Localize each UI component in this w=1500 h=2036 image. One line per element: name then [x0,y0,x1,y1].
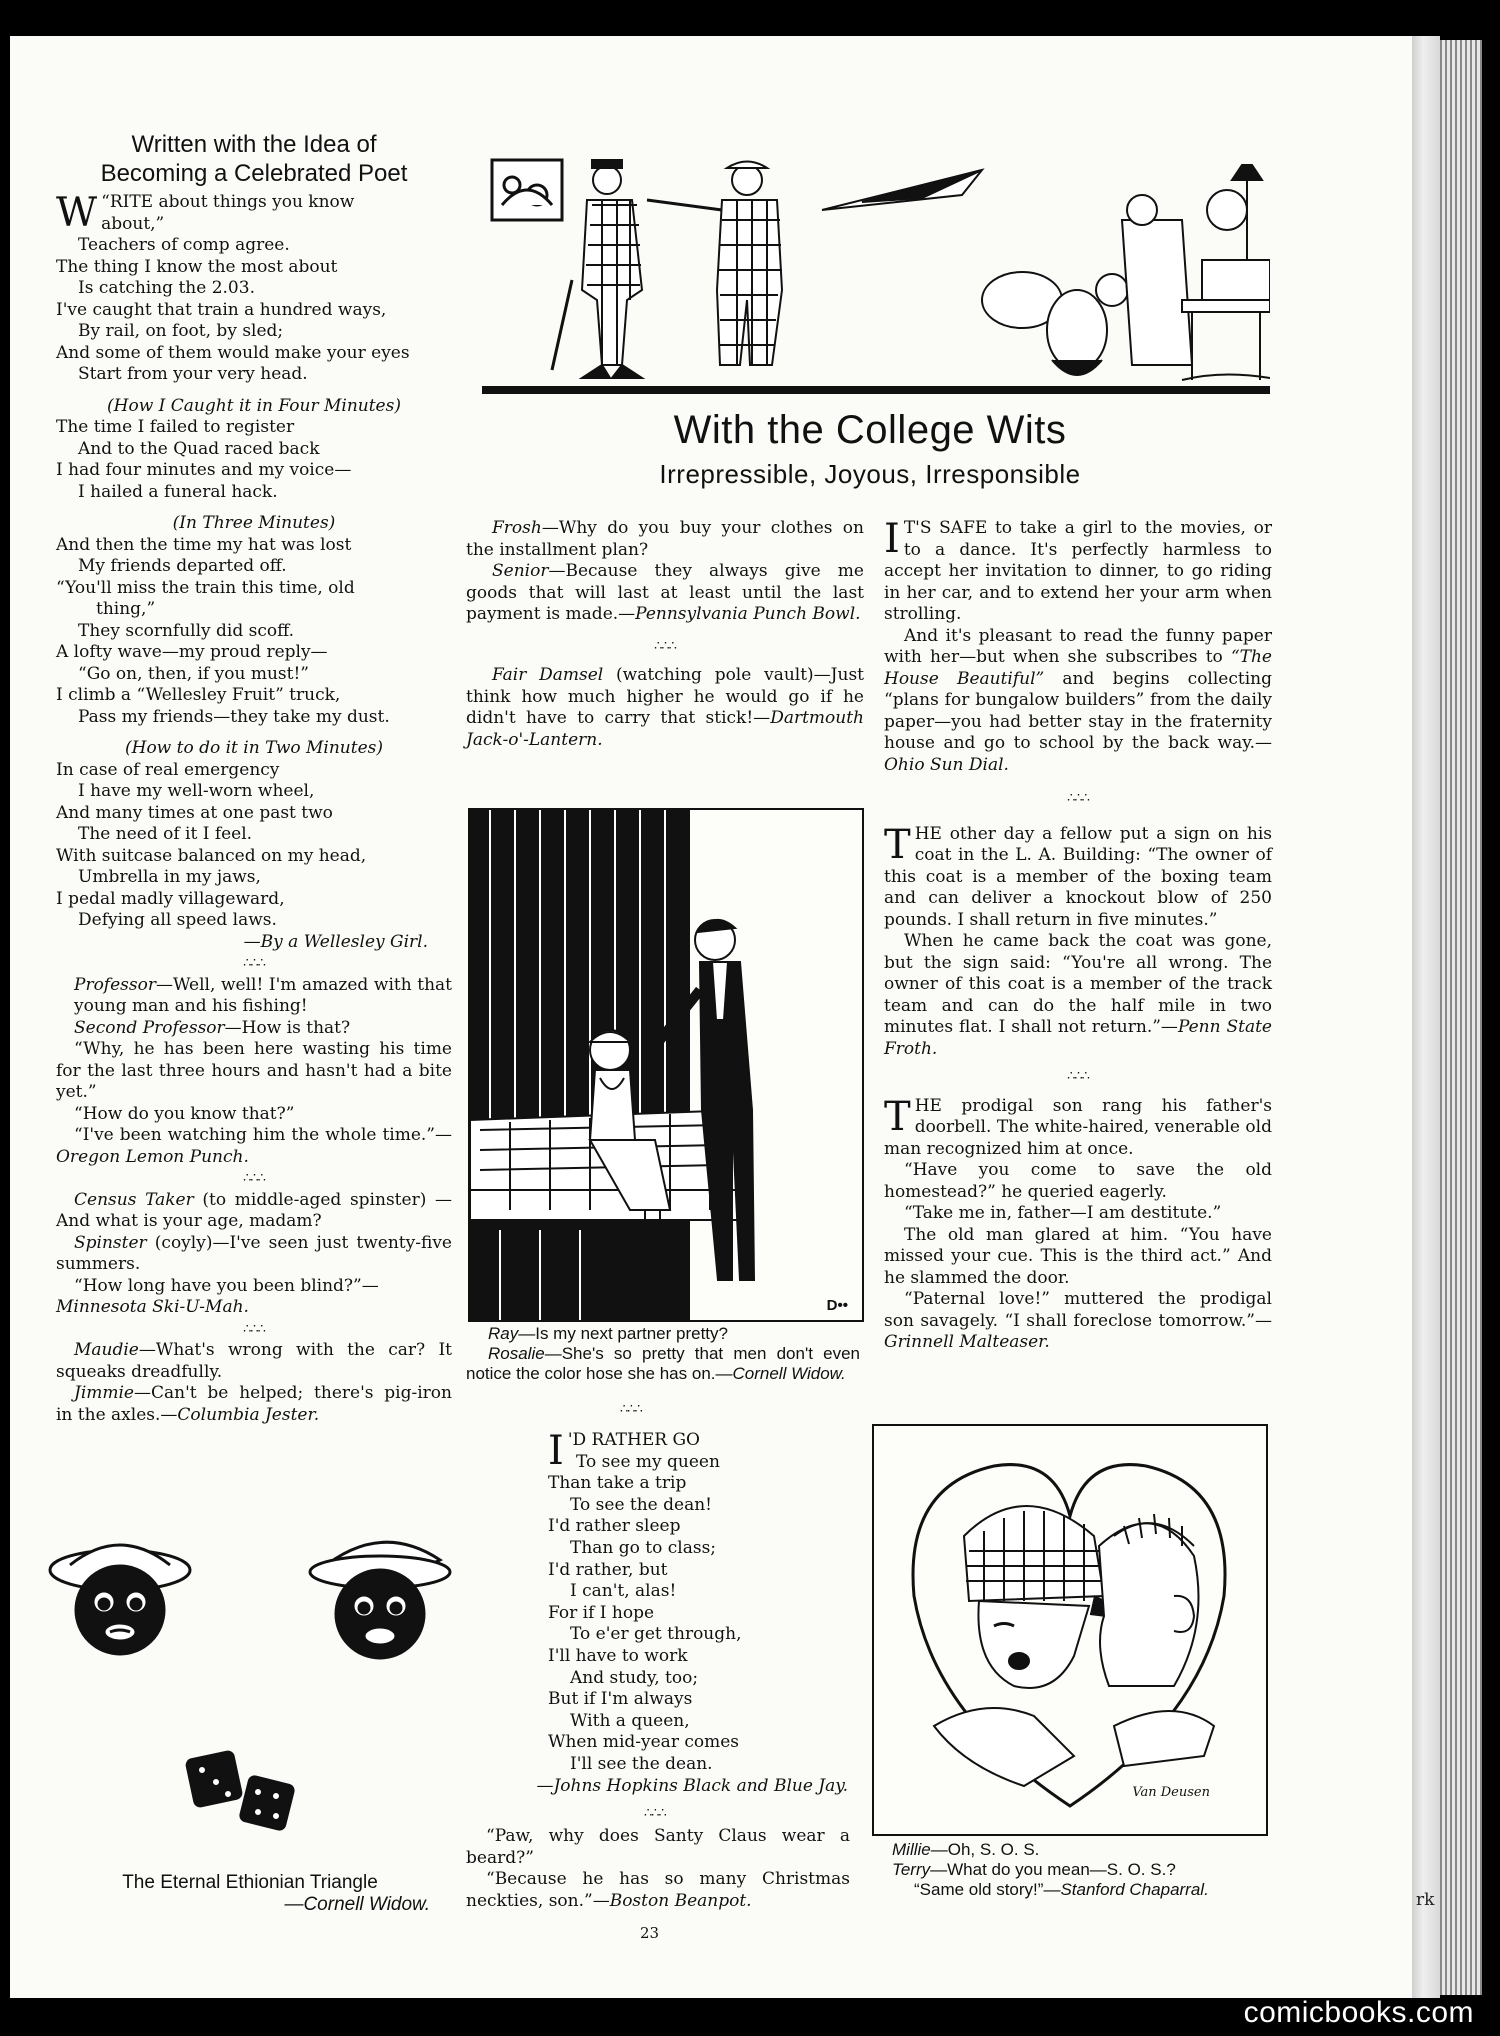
speaker: Millie [892,1840,931,1859]
poem-heading-line2: Becoming a Celebrated Poet [100,160,408,187]
triangle-caption [40,1872,460,1916]
poem-line: They scornfully did scoff. [78,620,294,641]
caption-source: —Cornell Widow. [715,1364,846,1383]
dropcap: T [884,821,911,868]
poem-heading [56,130,452,188]
page-number: 23 [640,1924,660,1942]
joke-text: “Because he has so many Christmas neckties, son.” [466,1869,850,1911]
separator-dots: ∴∴∴ [243,1321,265,1337]
caption-text: —Oh, S. O. S. [930,1840,1040,1859]
joke-maudie [56,1340,452,1383]
speaker: Rosalie [488,1344,545,1363]
poem-line: Teachers of comp agree. [78,235,290,255]
joke-text: (watching pole vault)—Just think how much higher he would go if he didn't have to carry that stick!— [466,665,864,728]
joke-source: —Boston Beanpot. [592,1890,752,1911]
joke-coat-2 [884,931,1272,1060]
face-right [310,1542,450,1658]
poem-line: Is catching the 2.03. [78,278,255,298]
poem-open-quote: “ [101,192,110,212]
caption-line [892,1840,1272,1860]
rather-go-poem [536,1428,848,1797]
speaker: Spinster [74,1232,147,1253]
poem-line: I hailed a funeral hack. [78,481,278,502]
section-title-block [480,408,1260,490]
middle-column-jokes [466,518,864,751]
poem-line: Than go to class; [570,1537,717,1558]
curtain [470,810,690,1320]
separator-dots: ∴∴∴ [1067,791,1089,806]
poem-line: I can't, alas! [570,1581,677,1602]
joke-text: “I've been watching him the whole time.” [74,1125,435,1145]
poem-line: With a queen, [570,1710,690,1731]
poem-line: Pass my friends—they take my dust. [78,706,390,727]
poem-line: Umbrella in my jaws, [78,867,261,887]
joke-senior [466,561,864,626]
poem-dropcap: I [548,1428,564,1474]
separator-dots: ∴∴∴ [620,1402,642,1417]
poem-line: And then the time my hat was lost [56,534,352,555]
kiss-caption [892,1840,1272,1900]
dropcap: I [884,516,900,562]
man-plaid-suit [647,162,782,366]
watermark: comicbooks.com [1243,1996,1474,2029]
joke-text: —How is that? [224,1017,351,1038]
banner-illustration [482,150,1270,394]
poem-line: 'D RATHER GO [567,1430,700,1450]
separator-dots: ∴∴∴ [654,638,676,654]
poem-line: Defying all speed laws. [78,910,277,930]
poem-line: For if I hope [548,1602,655,1623]
poem-line: I had four minutes and my voice— [56,460,352,480]
poem-line: And study, too; [570,1667,699,1688]
poem-line: My friends departed off. [78,556,287,576]
poem-line: A lofty wave—my proud reply— [56,642,328,662]
joke-damsel [466,665,864,751]
joke-text: When he came back the coat was gone, but the sign said: “You're all wrong. The owner of this coat is a member of the track team and can do the half mile in two minutes flat. I shall not return.”— [884,931,1272,1037]
sofa-drawing [470,810,862,1320]
page-gutter [1412,36,1440,1998]
sofa-cartoon [468,808,864,1322]
dropcap: T [884,1093,911,1140]
poem-line: In case of real emergency [56,759,280,780]
caption-line [466,1324,860,1344]
woman-head [964,1506,1106,1688]
magazine-name: “The House Beautiful” [884,647,1272,689]
joke-text: and begins collecting “plans for bungalow builders” from the daily paper—you had better stay in the fraternity house and go to school by the back way. [884,668,1272,753]
speaker: Maudie [74,1340,139,1360]
caption-line [892,1880,1272,1900]
poem-line: RITE about things you know [109,192,355,212]
poem-line: To see the dean! [570,1494,713,1515]
joke-professor [56,975,452,1018]
poem-line: “Go on, then, if you must!” [78,663,309,684]
speaker: Second Professor [74,1017,225,1038]
joke-source: —Pennsylvania Punch Bowl. [618,604,861,624]
joke-text: “Why, he has been here wasting his time for the last three hours and hasn't had a bite yet.” [56,1039,452,1102]
joke-source: —Columbia Jester. [160,1404,320,1425]
joke-source: —Ohio Sun Dial. [884,733,1272,775]
speaker: Terry [892,1860,931,1879]
poem-byline: —By a Wellesley Girl. [243,931,428,952]
separator-dots: ∴∴∴ [243,1171,265,1186]
speaker: Census Taker [74,1189,194,1210]
santy-joke [466,1826,850,1912]
caption-text: “Same old story!” [914,1880,1044,1899]
joke-census [56,1190,452,1233]
banner-drawing [482,150,1270,394]
kiss-cartoon [872,1424,1268,1836]
joke-text: “How do you know that?” [74,1103,295,1124]
joke-source: —Grinnell Malteaser. [884,1310,1272,1352]
speaker: Jimmie [74,1383,134,1403]
face-left [50,1545,190,1654]
poem-line: And to the Quad raced back [78,438,320,459]
joke-text: (coyly)—I've seen just twenty-five summers. [56,1232,452,1274]
left-column [56,130,452,1426]
poem-line: But if I'm always [548,1689,693,1710]
edge-tag: rk [1416,1890,1435,1910]
joke-source: Dartmouth Jack-o'-Lantern. [466,708,864,750]
poem-line: The thing I know the most about [56,256,338,277]
caption-line [466,1344,860,1384]
dice [186,1751,295,1831]
sofa-caption [466,1324,860,1384]
caption-source: —Stanford Chaparral. [1043,1880,1209,1899]
man-head [1099,1514,1199,1686]
poem-line: And many times at one past two [56,802,333,823]
arms [934,1708,1214,1786]
joke-text: T'S SAFE to take a girl to the movies, or to a dance. It's perfectly harmless to accept her invitation to dinner, to go riding in her car, and to extend her your arm when strolling. [884,518,1272,624]
wall-picture [492,160,562,220]
poem-line: Start from your very head. [78,364,308,384]
caption-line: The Eternal Ethionian Triangle [122,1872,378,1893]
joke-text: HE other day a fellow put a sign on his coat in the L. A. Building: “The owner of this coat is a member of the boxing team and can deliver a knockout blow of 250 pounds. I shall return in five minutes.” [884,823,1272,930]
caption-text: —What do you mean—S. O. S.? [930,1860,1176,1879]
poem-subheading: (In Three Minutes) [172,513,336,533]
joke-text [466,1869,850,1912]
separator-dots: ∴∴∴ [243,956,265,971]
joke-text: “Paw, why does Santy Claus wear a beard?” [466,1826,850,1868]
caption-text: —Is my next partner pretty? [518,1324,728,1343]
poem-line: I've caught that train a hundred ways, [56,299,387,320]
triangle-drawing [40,1520,460,1860]
joke-text: (to middle-aged spinster) —And what is your age, madam? [56,1189,452,1231]
joke-text [56,1125,452,1168]
caption-line [892,1860,1272,1880]
poem-line: I'd rather, but [548,1559,668,1580]
joke-text: “Take me in, father—I am destitute.” [904,1203,1222,1223]
joke-prodigal [884,1093,1272,1161]
triangle-illustration [40,1520,460,1860]
separator-dots: ∴∴∴ [644,1806,666,1821]
sleeping-group [982,165,1270,380]
section-subtitle: Irrepressible, Joyous, Irresponsible [659,459,1081,489]
poem-subheading: (How I Caught it in Four Minutes) [107,395,401,416]
artist-signature: Van Deusen [1132,1785,1210,1800]
speaker: Professor [74,974,156,995]
poem-dropcap: W [56,190,98,236]
poem-subheading: (How to do it in Two Minutes) [124,738,383,758]
joke-source: —Oregon Lemon Punch. [56,1125,452,1167]
joke-safe [884,518,1272,626]
poem-line: I'll have to work [548,1645,688,1666]
poem-line: about,” [101,213,165,234]
joke-source: Minnesota Ski-U-Mah. [56,1297,249,1317]
speaker: Frosh [492,518,542,538]
man-checked-suit [552,160,642,378]
poem-line: By rail, on foot, by sled; [78,321,284,341]
pennant [822,170,982,210]
poem-line: When mid-year comes [548,1732,740,1753]
joke-jimmie [56,1383,452,1426]
joke-coat [884,821,1272,932]
artist-signature: D•• [826,1297,848,1314]
poem-line: Than take a trip [548,1473,687,1494]
joke-text: “How long have you been blind?”— [74,1275,379,1296]
poem-first-line [56,190,452,236]
poem-line: “You'll miss the train this time, old [56,577,355,598]
joke-text: —Why do you buy your clothes on the installment plan? [466,518,864,560]
joke-text: “Paternal love!” muttered the prodigal son savagely. “I shall foreclose tomorrow.” [884,1289,1272,1331]
speaker: Senior [492,561,549,581]
page-stack-edge [1440,40,1482,1995]
joke-prodigal-end [884,1289,1272,1354]
section-title: With the College Wits [673,408,1067,452]
poem-line: I'd rather sleep [548,1516,681,1537]
poem-line: I have my well-worn wheel, [78,781,315,801]
poem-line: With suitcase balanced on my head, [56,845,367,866]
joke-text: The old man glared at him. “You have missed your cue. This is the third act.” And he slammed the door. [884,1224,1272,1288]
joke-text: —Because they always give me goods that will last at least until the last payment is made. [466,561,864,624]
poem-line: The need of it I feel. [78,824,253,844]
joke-frosh [466,518,864,561]
poem-line: thing,” [96,599,156,619]
right-column [884,518,1272,1354]
separator-dots: ∴∴∴ [1067,1069,1089,1084]
poem-line: And some of them would make your eyes [56,342,410,363]
joke-source: Penn State Froth. [884,1017,1272,1059]
poem-line: I'll see the dean. [570,1753,713,1774]
joke-safe-2 [884,626,1272,777]
joke-text: —What's wrong with the car? It squeaks dreadfully. [56,1340,452,1382]
joke-text: —Can't be helped; there's pig-iron in the axles. [56,1383,452,1425]
joke-text: “Have you come to save the old homestead?” he queried eagerly. [884,1160,1272,1202]
caption-text: —She's so pretty that men don't even notice the color hose she has on. [466,1344,860,1383]
poem-line: I climb a “Wellesley Fruit” truck, [56,685,341,705]
speaker: Ray [488,1324,519,1343]
caption-source: —Cornell Widow. [284,1894,430,1915]
poem-line: To e'er get through, [570,1624,742,1645]
poem-line: To see my queen [576,1451,720,1472]
joke-spinster [56,1233,452,1276]
speaker: Fair Damsel [492,665,604,685]
joke-text: And it's pleasant to read the funny paper with her—but when she subscribes to [884,625,1272,667]
joke-text: HE prodigal son rang his father's doorbell. The white-haired, venerable old man recognized him at once. [884,1095,1272,1159]
poem-heading-line1: Written with the Idea of [131,131,377,158]
poem-line: I pedal madly villageward, [56,888,285,909]
joke-second-professor [56,1018,452,1040]
poem-line: The time I failed to register [56,417,295,437]
joke-text: —Well, well! I'm amazed with that young man and his fishing! [74,974,452,1016]
poem-source: —Johns Hopkins Black and Blue Jay. [536,1775,848,1796]
kiss-drawing [874,1426,1266,1834]
